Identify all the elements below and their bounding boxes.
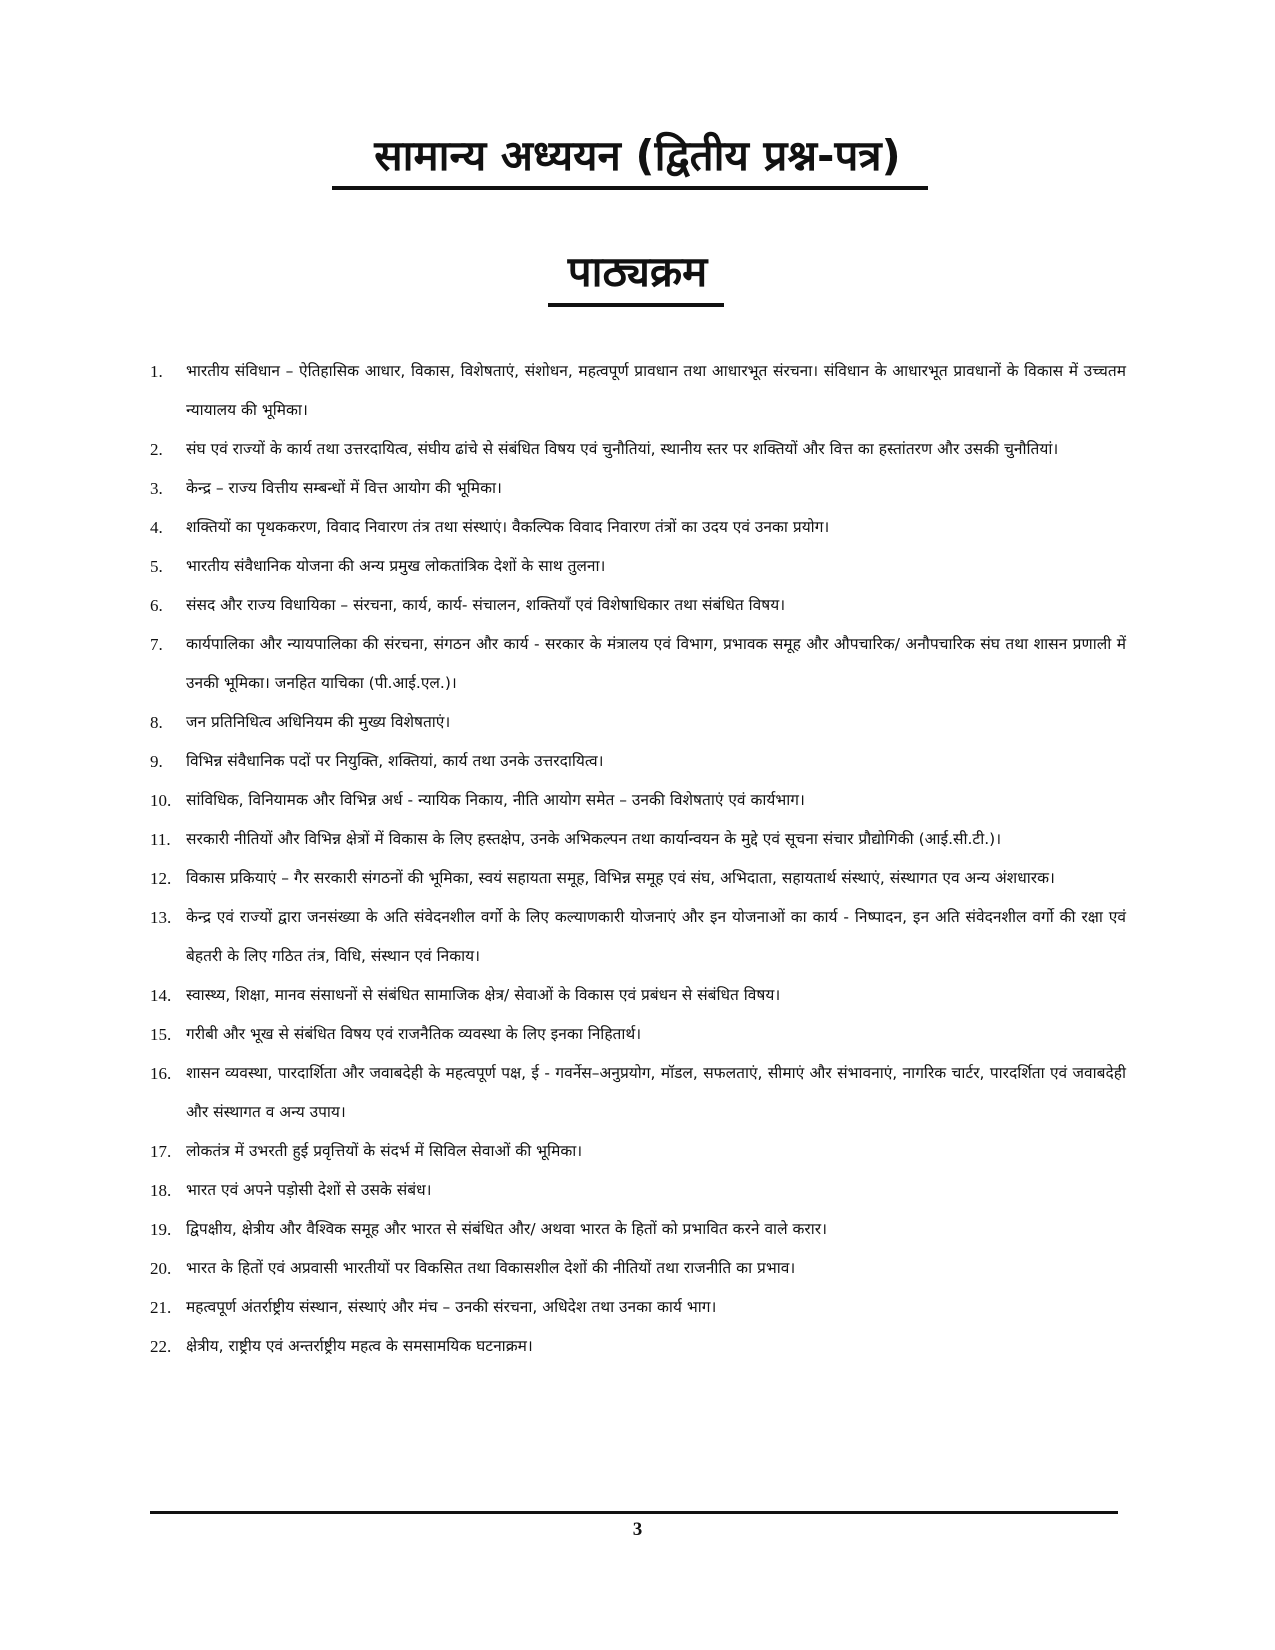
list-item-text: जन प्रतिनिधित्व अधिनियम की मुख्य विशेषताएं। bbox=[186, 713, 451, 731]
list-item bbox=[150, 781, 1126, 820]
list-item-text: शक्तियों का पृथककरण, विवाद निवारण तंत्र तथा संस्थाएं। वैकल्पिक विवाद निवारण तंत्रों का उदय एवं उनका प्रयोग। bbox=[186, 518, 830, 536]
list-item-number: 9. bbox=[150, 752, 163, 771]
list-item bbox=[150, 625, 1126, 703]
list-item-text: सांविधिक, विनियामक और विभिन्न अर्ध - न्यायिक निकाय, नीति आयोग समेत – उनकी विशेषताएं एवं कार्यभाग। bbox=[186, 791, 805, 809]
list-item-number: 5. bbox=[150, 557, 163, 576]
list-item-number: 12. bbox=[150, 869, 172, 888]
list-item-number: 1. bbox=[150, 362, 163, 381]
page-subtitle: पाठ्यक्रम bbox=[567, 247, 708, 296]
list-item-text: सरकारी नीतियों और विभिन्न क्षेत्रों में विकास के लिए हस्तक्षेप, उनके अभिकल्पन तथा कार्यान्वयन के मुद्दे एवं सूचना संचार प्रौद्योगिकी (आई.सी.टी.)। bbox=[186, 830, 1002, 848]
list-item-text: कार्यपालिका और न्यायपालिका की संरचना, संगठन और कार्य - सरकार के मंत्रालय एवं विभाग, प्रभावक समूह और औपचारिक/ अनौपचारिक संघ तथा शासन प्रणाली में उनकी भूमिका। जनहित याचिका (पी.आई.एल.)। bbox=[186, 635, 1126, 692]
list-item bbox=[150, 430, 1126, 469]
list-item-number: 21. bbox=[150, 1298, 172, 1317]
list-item-number: 15. bbox=[150, 1025, 172, 1044]
list-item bbox=[150, 898, 1126, 976]
list-item bbox=[150, 547, 1126, 586]
list-item bbox=[150, 742, 1126, 781]
list-item-text: संघ एवं राज्यों के कार्य तथा उत्तरदायित्व, संघीय ढांचे से संबंधित विषय एवं चुनौतियां, स्थानीय स्तर पर शक्तियों और वित्त का हस्तांतरण और उसकी चुनौतियां। bbox=[186, 440, 1059, 458]
list-item-number: 16. bbox=[150, 1064, 172, 1083]
list-item bbox=[150, 1249, 1126, 1288]
list-item bbox=[150, 976, 1126, 1015]
list-item-text: महत्वपूर्ण अंतर्राष्ट्रीय संस्थान, संस्थाएं और मंच – उनकी संरचना, अधिदेश तथा उनका कार्य भाग। bbox=[186, 1298, 717, 1316]
list-item-text: भारतीय संवैधानिक योजना की अन्य प्रमुख लोकतांत्रिक देशों के साथ तुलना। bbox=[186, 557, 606, 575]
list-item bbox=[150, 820, 1126, 859]
list-item-text: द्विपक्षीय, क्षेत्रीय और वैश्विक समूह और भारत से संबंधित और/ अथवा भारत के हितों को प्रभावित करने वाले करार। bbox=[186, 1220, 827, 1238]
list-item-text: भारतीय संविधान – ऐतिहासिक आधार, विकास, विशेषताएं, संशोधन, महत्वपूर्ण प्रावधान तथा आधारभूत संरचना। संविधान के आधारभूत प्रावधानों के विकास में उच्चतम न्यायालय की भूमिका। bbox=[186, 362, 1126, 419]
list-item-text: शासन व्यवस्था, पारदार्शिता और जवाबदेही के महत्वपूर्ण पक्ष, ई - गवर्नेस–अनुप्रयोग, मॉडल, सफलताएं, सीमाएं और संभावनाएं, नागरिक चार्टर, पारदर्शिता एवं जवाबदेही और संस्थागत व अन्य उपाय। bbox=[186, 1064, 1126, 1121]
list-item bbox=[150, 703, 1126, 742]
list-item-number: 17. bbox=[150, 1142, 172, 1161]
list-item-number: 11. bbox=[150, 830, 171, 849]
list-item-text: भारत के हितों एवं अप्रवासी भारतीयों पर विकसित तथा विकासशील देशों की नीतियों तथा राजनीति का प्रभाव। bbox=[186, 1259, 796, 1277]
title-underline bbox=[332, 186, 928, 190]
list-item-number: 3. bbox=[150, 479, 163, 498]
list-item bbox=[150, 1288, 1126, 1327]
list-item bbox=[150, 859, 1126, 898]
list-item-text: स्वास्थ्य, शिक्षा, मानव संसाधनों से संबंधित सामाजिक क्षेत्र/ सेवाओं के विकास एवं प्रबंधन से संबंधित विषय। bbox=[186, 986, 781, 1004]
list-item-text: केन्द्र – राज्य वित्तीय सम्बन्धों में वित्त आयोग की भूमिका। bbox=[186, 479, 502, 497]
page-title: सामान्य अध्ययन (द्वितीय प्रश्न-पत्र) bbox=[374, 131, 901, 180]
subtitle-underline bbox=[548, 303, 724, 307]
list-item-text: क्षेत्रीय, राष्ट्रीय एवं अन्तर्राष्ट्रीय महत्व के समसामयिक घटनाक्रम। bbox=[186, 1337, 533, 1355]
list-item-number: 22. bbox=[150, 1337, 172, 1356]
list-item-number: 10. bbox=[150, 791, 172, 810]
list-item-number: 19. bbox=[150, 1220, 172, 1239]
syllabus-list bbox=[150, 352, 1126, 1366]
page-number: 3 bbox=[632, 1519, 643, 1540]
list-item bbox=[150, 352, 1126, 430]
list-item bbox=[150, 1132, 1126, 1171]
list-item-text: संसद और राज्य विधायिका – संरचना, कार्य, कार्य- संचालन, शक्तियाँ एवं विशेषाधिकार तथा संबंधित विषय। bbox=[186, 596, 786, 614]
list-item-text: गरीबी और भूख से संबंधित विषय एवं राजनैतिक व्यवस्था के लिए इनका निहितार्थ। bbox=[186, 1025, 642, 1043]
list-item-text: भारत एवं अपने पड़ोसी देशों से उसके संबंध। bbox=[186, 1181, 432, 1199]
list-item bbox=[150, 586, 1126, 625]
list-item-number: 7. bbox=[150, 635, 163, 654]
list-item-number: 18. bbox=[150, 1181, 172, 1200]
list-item bbox=[150, 1327, 1126, 1366]
list-item-text: लोकतंत्र में उभरती हुई प्रवृत्तियों के संदर्भ में सिविल सेवाओं की भूमिका। bbox=[186, 1142, 583, 1160]
list-item-number: 8. bbox=[150, 713, 163, 732]
footer-divider bbox=[150, 1511, 1118, 1514]
list-item-number: 2. bbox=[150, 440, 163, 459]
list-item bbox=[150, 1054, 1126, 1132]
list-item-text: विकास प्रकियाएं – गैर सरकारी संगठनों की भूमिका, स्वयं सहायता समूह, विभिन्न समूह एवं संघ, अभिदाता, सहायतार्थ संस्थाएं, संस्थागत एव अन्य अंशधारक। bbox=[186, 869, 1055, 887]
list-item-number: 14. bbox=[150, 986, 172, 1005]
list-item-number: 20. bbox=[150, 1259, 172, 1278]
list-item bbox=[150, 1171, 1126, 1210]
list-item bbox=[150, 1210, 1126, 1249]
list-item bbox=[150, 508, 1126, 547]
list-item-number: 13. bbox=[150, 908, 172, 927]
list-item-number: 6. bbox=[150, 596, 163, 615]
list-item bbox=[150, 469, 1126, 508]
list-item-number: 4. bbox=[150, 518, 163, 537]
list-item bbox=[150, 1015, 1126, 1054]
list-item-text: केन्द्र एवं राज्यों द्वारा जनसंख्या के अति संवेदनशील वर्गो के लिए कल्याणकारी योजनाएं और इन योजनाओं का कार्य - निष्पादन, इन अति संवेदनशील वर्गो की रक्षा एवं बेहतरी के लिए गठित तंत्र, विधि, संस्थान एवं निकाय। bbox=[186, 908, 1126, 965]
list-item-text: विभिन्न संवैधानिक पदों पर नियुक्ति, शक्तियां, कार्य तथा उनके उत्तरदायित्व। bbox=[186, 752, 604, 770]
